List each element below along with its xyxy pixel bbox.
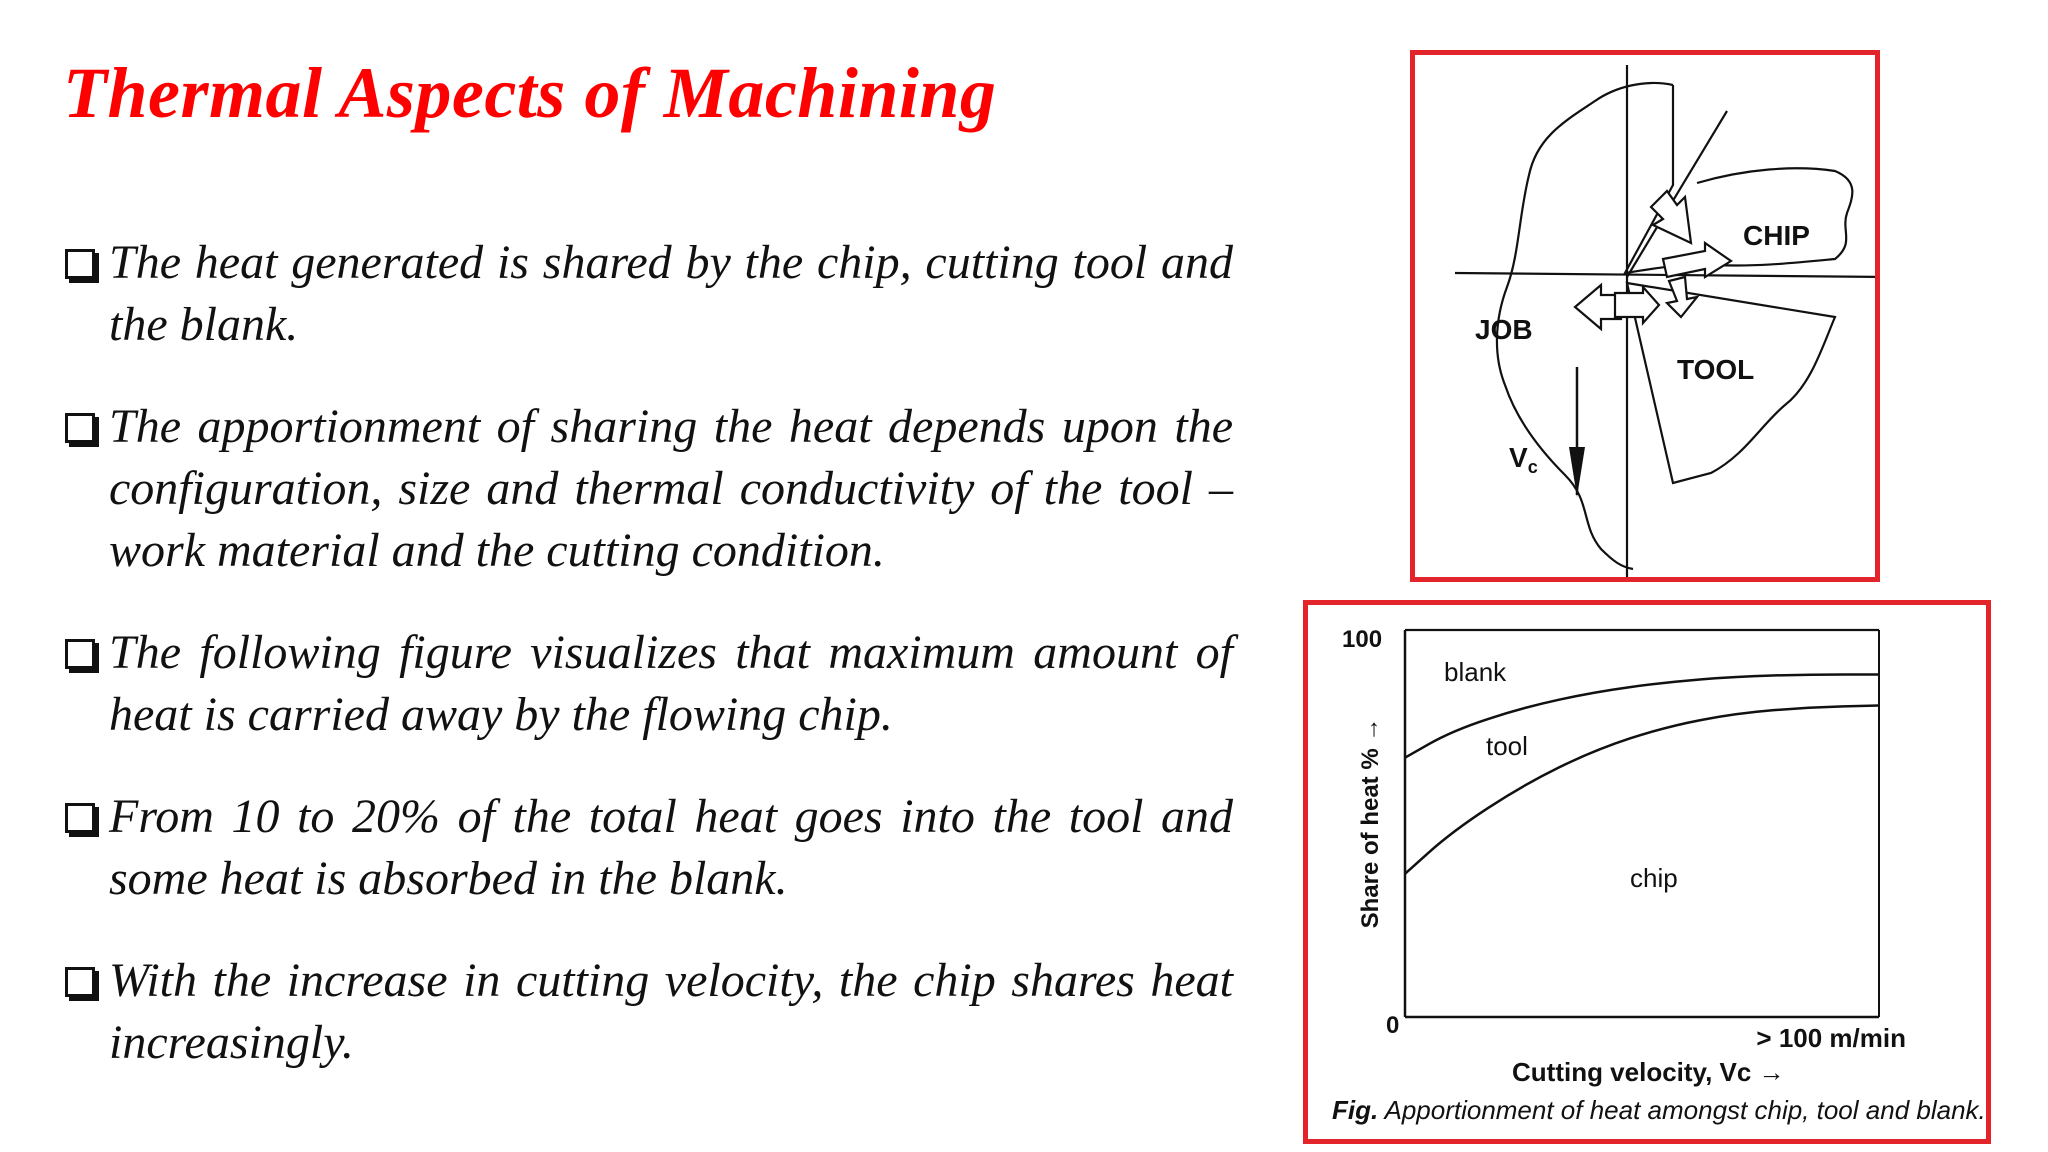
bullet-item	[63, 786, 1233, 910]
checkbox-bullet-icon	[65, 803, 95, 833]
job-label: JOB	[1475, 314, 1533, 345]
y-tick-label-0: 0	[1386, 1012, 1400, 1039]
heat-arrow-chip-right-icon	[1663, 243, 1731, 277]
bullet-text: The following figure visualizes that maximum amount of heat is carried away by the flowing chip.	[109, 626, 1233, 741]
heat-flow-arrows	[1575, 191, 1731, 329]
checkbox-bullet-icon	[65, 967, 95, 997]
checkbox-bullet-icon	[65, 413, 95, 443]
bullet-list	[63, 232, 1233, 1114]
bullet-item	[63, 396, 1233, 582]
x-end-label: > 100 m/min	[1756, 1023, 1906, 1053]
checkbox-bullet-icon	[65, 639, 95, 669]
region-label-chip: chip	[1630, 863, 1678, 893]
velocity-arrowhead-icon	[1569, 447, 1585, 497]
y-axis-title: Share of heat % →	[1357, 717, 1384, 929]
bullet-text: The heat generated is shared by the chip, cutting tool and the blank.	[109, 236, 1233, 351]
region-label-blank: blank	[1444, 657, 1507, 687]
bullet-text: The apportionment of sharing the heat depends upon the configuration, size and thermal conductivity of the tool – work material and the cutting condition.	[109, 400, 1233, 577]
region-label-tool: tool	[1486, 731, 1528, 761]
heat-arrow-job-tail-icon	[1615, 287, 1659, 323]
velocity-label: $V_c$	[1509, 442, 1538, 477]
chip-outline	[1625, 85, 1852, 273]
cutting-zone-figure	[1410, 50, 1880, 582]
y-tick-label-100: 100	[1342, 626, 1383, 653]
figure-caption: Fig. Apportionment of heat amongst chip, tool and blank.	[1332, 1095, 1986, 1125]
bullet-text: With the increase in cutting velocity, the chip shares heat increasingly.	[109, 954, 1233, 1069]
cutting-zone-diagram	[1415, 55, 1875, 577]
x-axis-title: Cutting velocity, Vc →	[1512, 1057, 1785, 1087]
heat-arrow-tool-icon	[1667, 277, 1697, 317]
horizontal-axis-line	[1455, 273, 1875, 277]
series-line-tool	[1405, 705, 1879, 873]
heat-arrow-chip-icon	[1651, 191, 1691, 243]
tool-label: TOOL	[1677, 354, 1755, 385]
bullet-item	[63, 232, 1233, 356]
bullet-item	[63, 622, 1233, 746]
page-title: Thermal Aspects of Machining	[63, 53, 997, 133]
heat-share-chart-figure	[1303, 600, 1991, 1144]
bullet-item	[63, 950, 1233, 1074]
bullet-text: From 10 to 20% of the total heat goes into the tool and some heat is absorbed in the blank.	[109, 790, 1233, 905]
checkbox-bullet-icon	[65, 249, 95, 279]
heat-share-chart	[1308, 605, 1986, 1139]
chip-label: CHIP	[1743, 220, 1810, 251]
